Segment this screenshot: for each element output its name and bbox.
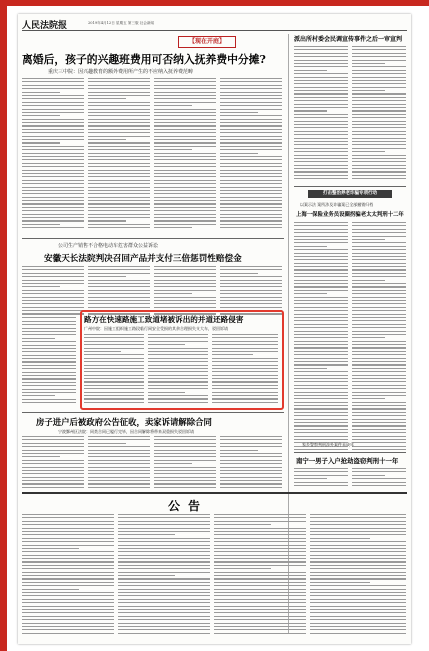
bottom-right-headline: 南宁一男子入户抢劫盗窃判刑十一年 [296, 457, 399, 465]
featured-subhead: 广州中院：因施工组织施工路段临行网安全受损的其余合理损失支大车，驳回诉请 [84, 326, 228, 331]
lead-subhead: 重庆三中院：因兴趣教育的额外费用所产生的不应纳入抚养费范畴 [48, 69, 194, 75]
bottom-right-column-2 [352, 468, 406, 490]
left-red-bar [0, 0, 7, 651]
notice-divider [22, 492, 407, 494]
featured-highlight-box [80, 310, 284, 410]
lead-column-2 [88, 78, 150, 236]
bottom-left-column-1 [22, 436, 84, 490]
bottom-left-subhead: 宁波鄞州区法院：同类合同已履行完毕，因合同解除将带来双重损失驳回诉请 [58, 429, 194, 434]
lead-headline: 离婚后，孩子的兴趣班费用可否纳入抚养费中分摊? [22, 53, 266, 66]
notice-title: 公告 [168, 499, 209, 513]
section-tag: 【现在开庭】 [178, 36, 236, 48]
middle-divider [22, 238, 284, 239]
middle-kicker: 公司生产销售不合格电动车危害群众公益诉讼 [58, 243, 159, 249]
lead-column-4 [220, 78, 282, 236]
notice-column-4 [310, 514, 406, 638]
featured-headline: 路方在快速路施工致道堵被诉出的并道还路侵害 [84, 315, 244, 324]
notice-column-1 [22, 514, 114, 638]
right-divider-1 [294, 186, 406, 187]
top-red-bar [0, 0, 429, 6]
masthead-meta: 2019年4月12日 星期五 第三版 社会新闻 [88, 21, 155, 25]
bottom-right-column-1 [294, 468, 348, 490]
newspaper-page [18, 14, 411, 644]
bottom-divider [22, 412, 284, 413]
middle-column-1 [22, 266, 84, 318]
campaign-kicker: 以案示法 案所涉及诈骗案已全部撤销归档 [300, 202, 374, 207]
lead-column-1 [22, 78, 84, 236]
bottom-right-kicker: 家乡警察判刑涉外案件未成年 [302, 442, 354, 447]
right-top-headline: 派出所村委会民调宣传事件之后一审宣判 [294, 36, 403, 43]
right-top-column-1 [294, 46, 348, 184]
notice-column-3 [214, 514, 306, 638]
paper-name: 人民法院报 [22, 21, 68, 31]
bottom-left-column-4 [220, 436, 282, 490]
bottom-left-column-2 [88, 436, 150, 490]
campaign-column-2 [352, 222, 406, 450]
side-column-left [22, 314, 76, 408]
campaign-column-1 [294, 222, 348, 450]
campaign-box-label: 打击整治养老诈骗专项行动 [308, 190, 392, 198]
middle-headline: 安徽天长法院判决召回产品并支付三倍惩罚性赔偿金 [44, 254, 242, 264]
bottom-left-column-3 [154, 436, 216, 490]
campaign-headline: 上海一保险业务员设圈拐骗老太太判刑十二年 [296, 212, 404, 218]
notice-column-2 [118, 514, 210, 638]
right-top-column-2 [352, 46, 406, 184]
right-divider-2 [294, 452, 406, 453]
bottom-left-headline: 房子进户后被政府公告征收，卖家诉请解除合同 [36, 417, 212, 427]
lead-column-3 [154, 78, 216, 236]
masthead [22, 18, 407, 31]
